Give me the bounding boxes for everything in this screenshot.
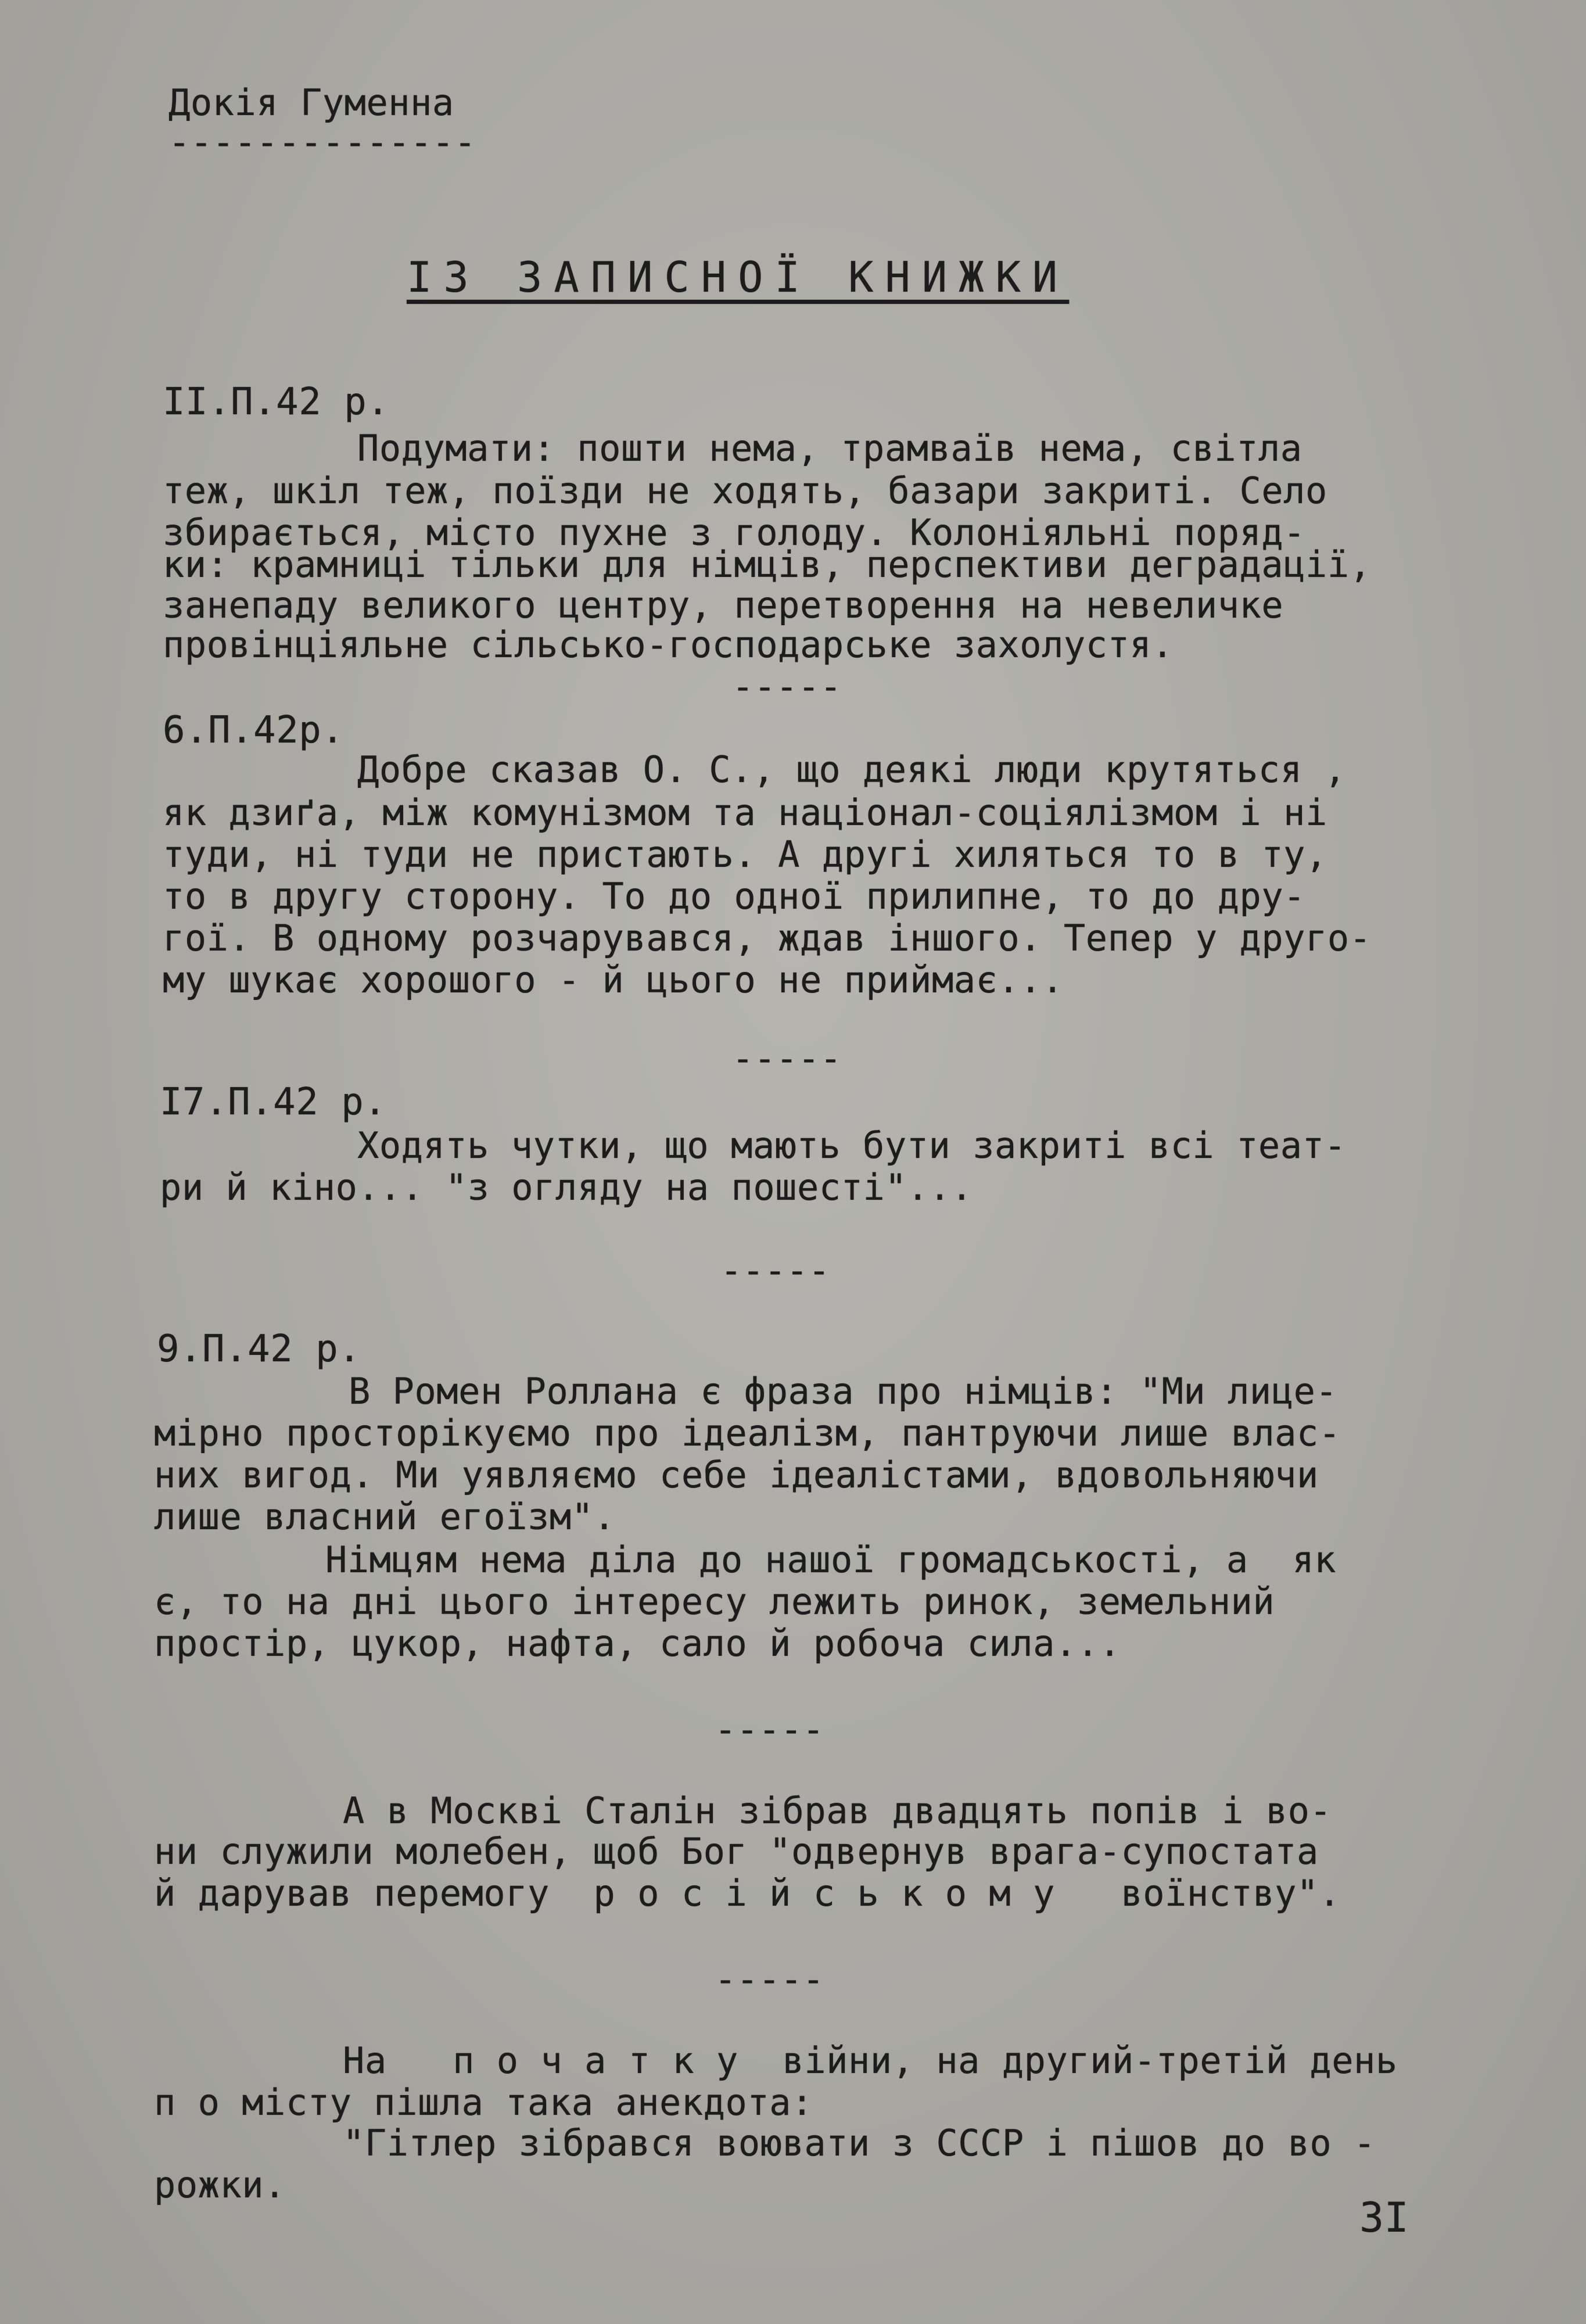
author-underline: -------------- — [168, 121, 476, 163]
separator: ----- — [720, 1249, 831, 1292]
entry-line: п о місту пішла така анекдота: — [154, 2081, 813, 2124]
entry-line: гої. В одному розчарувався, ждав іншого. Тепер у друго- — [163, 917, 1372, 959]
entry-line: й дарував перемогу р о с і й с ь к о м у воїнству". — [154, 1872, 1341, 1914]
entry-line: Подумати: пошти нема, трамваїв нема, світла — [357, 427, 1302, 469]
entry-date: І7.П.42 р. — [160, 1081, 387, 1124]
entry-date: 6.П.42р. — [163, 709, 345, 752]
entry-line: занепаду великого центру, перетворення на невеличке — [163, 584, 1284, 626]
entry-line: збирається, місто пухне з голоду. Колоніяльні поряд- — [163, 511, 1306, 554]
entry-line: ри й кіно... "з огляду на пошесті"... — [160, 1166, 973, 1208]
entry-line: провінціяльне сільсько-господарське захолустя. — [163, 623, 1174, 666]
entry-line: як дзиґа, між комунізмом та націонал-соціялізмом і ні — [163, 791, 1327, 834]
entry-line: рожки. — [154, 2164, 286, 2206]
entry-line: А в Москві Сталін зібрав двадцять попів і во- — [343, 1789, 1332, 1832]
entry-line: ки: крамниці тільки для німців, перспективи деградації, — [163, 543, 1372, 586]
entry-date: ІІ.П.42 р. — [163, 381, 390, 424]
entry-line: Добре сказав О. С., що деякі люди крутяться , — [357, 748, 1347, 791]
entry-line: В Ромен Роллана є фраза про німців: "Ми лице- — [349, 1370, 1338, 1412]
separator: ----- — [715, 1958, 825, 2000]
entry-line: мірно просторікуємо про ідеалізм, пантруючи лише влас- — [154, 1412, 1341, 1454]
document-title: ІЗ ЗАПИСНОЇ КНИЖКИ — [407, 253, 1070, 302]
entry-line: На п о ч а т к у війни, на другий-третій день — [343, 2039, 1398, 2082]
author-name: Докія Гуменна — [168, 81, 454, 124]
entry-line: теж, шкіл теж, поїзди не ходять, базари закриті. Село — [163, 469, 1327, 512]
separator: ----- — [715, 1708, 825, 1751]
entry-line: простір, цукор, нафта, сало й робоча сила... — [154, 1622, 1121, 1665]
entry-line: лише власний егоїзм". — [154, 1495, 616, 1538]
entry-line: "Гітлер зібрався воювати з СССР і пішов до во - — [343, 2122, 1376, 2164]
entry-line: них вигод. Ми уявляємо себе ідеалістами, вдовольняючи — [154, 1454, 1319, 1496]
entry-line: Німцям нема діла до нашої громадськості, а як — [325, 1538, 1337, 1581]
entry-line: то в другу сторону. То до одної прилипне, то до дру- — [163, 875, 1306, 917]
separator: ----- — [732, 665, 842, 708]
entry-line: му шукає хорошого - й цього не приймає... — [163, 959, 1064, 1001]
entry-date: 9.П.42 р. — [157, 1328, 361, 1371]
entry-line: ни служили молебен, щоб Бог "одвернув врага-супостата — [154, 1830, 1319, 1873]
page-number: 3І — [1359, 2194, 1409, 2241]
entry-line: є, то на дні цього інтересу лежить ринок, земельний — [154, 1580, 1275, 1623]
entry-line: Ходять чутки, що мають бути закриті всі теат- — [357, 1124, 1347, 1167]
entry-line: туди, ні туди не пристають. А другі хиляться то в ту, — [163, 833, 1327, 876]
separator: ----- — [732, 1037, 842, 1079]
